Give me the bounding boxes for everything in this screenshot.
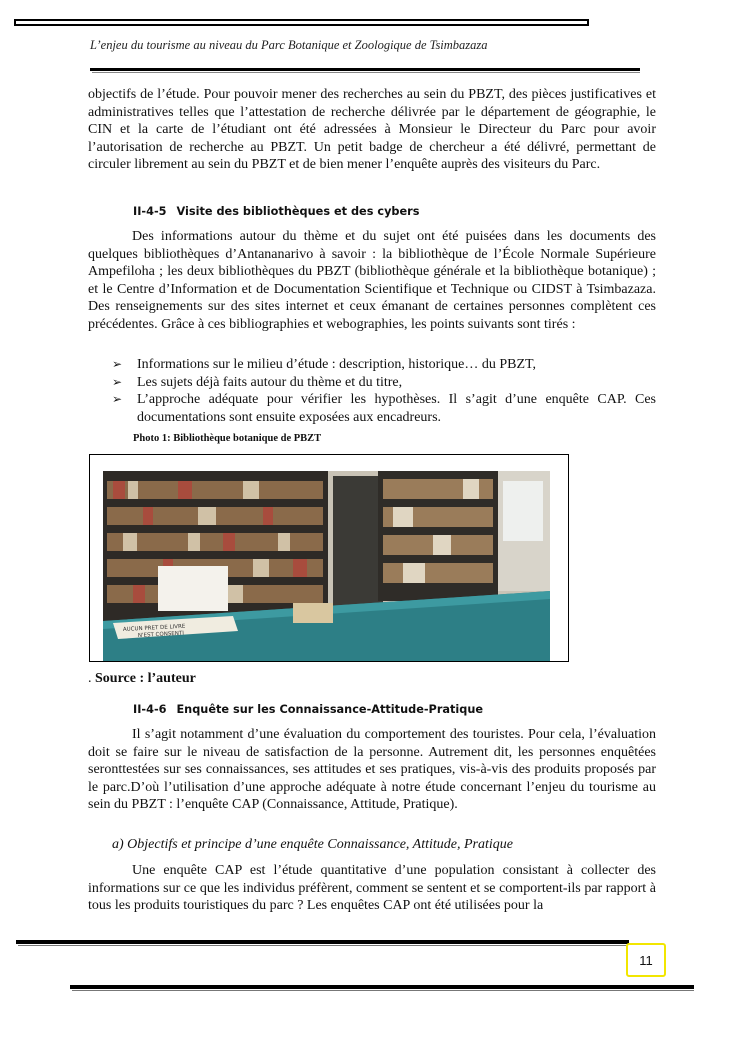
section-ii-4-6-paragraph: Il s’agit notamment d’une évaluation du comportement des touristes. Pour cela, l’évaluation doit se faire sur le niveau de satisfaction de la personne. Autrement dit, les personnes enquêtées seronttestées sur ses connaissances, ses attitudes et ses pratiques, vis-à-vis des produits proposés par le parc.D’où l’utilisation d’une approche adéquate à notre étude concernant l’enjeu du tourisme au sein du PBZT : l’enquête CAP (Connaissance, Attitude, Pratique). [88, 727, 656, 813]
header-rule-shadow [92, 72, 640, 73]
photo-caption: Photo 1: Bibliothèque botanique de PBZT [133, 433, 322, 444]
list-item: ➢ L’approche adéquate pour vérifier les hypothèses. Il s’agit d’une enquête CAP. Ces documentations sont ensuite exposées aux encadreurs. [112, 392, 656, 425]
section-heading-ii-4-6 [133, 703, 483, 716]
footer-bottom-rule [70, 985, 694, 989]
section-title: Enquête sur les Connaissance-Attitude-Pratique [176, 703, 484, 716]
subsection-a-heading: a) Objectifs et principe d’une enquête Connaissance, Attitude, Pratique [112, 837, 513, 852]
section-ii-4-5-paragraph: Des informations autour du thème et du sujet ont été puisées dans les documents des quelques bibliothèques d’Antananarivo à savoir : la bibliothèque de l’École Normale Supérieure Ampefiloha ; les deux bibliothèques du PBZT (bibliothèque générale et la bibliothèque botanique) ; et le Centre d’Information et de Documentation Scientifique et Technique ou CIDST à Tsimbazaza. Des renseignements sur des sites internet et ceux émanant de certaines personnes complètent ces précédentes. Grâce à ces bibliographies et webographies, les points suivants sont tirés : [88, 229, 656, 332]
section-number: II-4-6 [133, 703, 167, 716]
section-title: Visite des bibliothèques et des cybers [176, 205, 420, 218]
arrow-bullet-icon: ➢ [112, 392, 123, 407]
footer-rule [16, 940, 629, 944]
subsection-a-paragraph: Une enquête CAP est l’étude quantitative d’une population consistant à collecter des informations sur ce que les individus préfèrent, comment se sentent et se comportent-ils par rapport à tous les produits touristiques du parc ? Les enquêtes CAP ont été utilisées pour la [88, 863, 656, 914]
section-number: II-4-5 [133, 205, 167, 218]
list-item: ➢ Informations sur le milieu d’étude : description, historique… du PBZT, [112, 357, 537, 372]
intro-paragraph: objectifs de l’étude. Pour pouvoir mener des recherches au sein du PBZT, des pièces justificatives et administratives telles que l’attestation de recherche délivrée par le département de géographie, le CIN et la carte de l’étudiant ont été adressées à Monsieur le Directeur du Parc pour avoir l’autorisation de recherche au PBZT. Un petit badge de chercheur a été délivré, permettant de circuler librement au sein du PBZT et de bien mener l’enquête auprès des visiteurs du Parc. [88, 87, 656, 173]
arrow-bullet-icon: ➢ [112, 357, 123, 371]
sign-text-line-1: AUCUN PRET DE LIVRE [122, 623, 186, 633]
header-top-border [14, 19, 589, 26]
arrow-bullet-icon: ➢ [112, 374, 123, 389]
header-rule [90, 68, 640, 71]
list-item: ➢ Les sujets déjà faits autour du thème et du titre, [112, 374, 403, 390]
footer-rule-shadow [18, 945, 629, 946]
photo-source: . Source : l’auteur [88, 671, 196, 686]
library-photo [103, 471, 550, 661]
sign-text-line-2: N'EST CONSENTI [137, 630, 185, 639]
page-number: 11 [626, 943, 666, 977]
section-heading-ii-4-5 [133, 205, 419, 218]
running-header-title: L’enjeu du tourisme au niveau du Parc Botanique et Zoologique de Tsimbazaza [90, 38, 488, 52]
findings-list [112, 356, 656, 426]
footer-bottom-rule-shadow [72, 990, 694, 991]
